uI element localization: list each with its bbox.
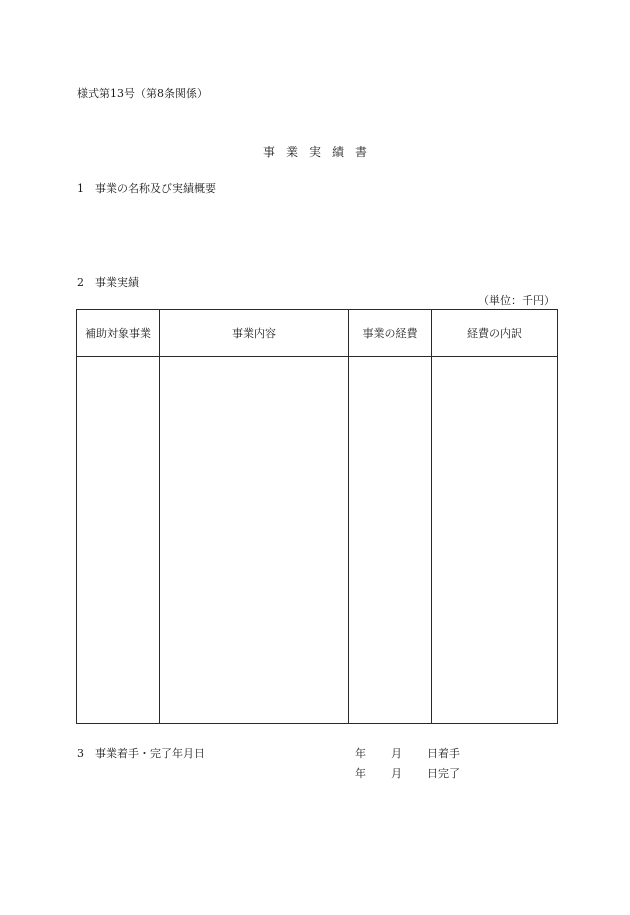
header-project-content: 事業内容: [160, 310, 349, 357]
cell-project-cost[interactable]: [349, 357, 432, 724]
header-target-project: 補助対象事業: [77, 310, 160, 357]
results-table: [76, 309, 558, 724]
start-date-row: [355, 745, 460, 761]
section-1-heading: [77, 180, 216, 196]
form-number: 様式第13号（第8条関係）: [77, 87, 208, 100]
section-1-label: 事業の名称及び実績概要: [95, 182, 216, 195]
table-header-row: [77, 310, 558, 357]
end-date-row: [355, 765, 460, 781]
header-cost-breakdown: 経費の内訳: [432, 310, 558, 357]
section-3-number: 3: [77, 747, 84, 760]
start-month-label: 月: [391, 747, 402, 760]
section-2-number: 2: [77, 276, 84, 289]
document-title: 事業実績書: [262, 145, 378, 159]
unit-note: （単位：千円）: [478, 294, 555, 307]
start-year-label: 年: [355, 747, 366, 760]
section-2-heading: [77, 274, 139, 290]
cell-target-project[interactable]: [77, 357, 160, 724]
section-1-number: 1: [77, 182, 84, 195]
start-day-label: 日着手: [427, 747, 460, 760]
cell-project-content[interactable]: [160, 357, 349, 724]
table-row: [77, 357, 558, 724]
end-day-label: 日完了: [427, 767, 460, 780]
cell-cost-breakdown[interactable]: [432, 357, 558, 724]
section-3-heading: [77, 745, 205, 761]
end-month-label: 月: [391, 767, 402, 780]
section-2-label: 事業実績: [95, 276, 139, 289]
header-project-cost: 事業の経費: [349, 310, 432, 357]
end-year-label: 年: [355, 767, 366, 780]
section-3-label: 事業着手・完了年月日: [95, 747, 205, 760]
